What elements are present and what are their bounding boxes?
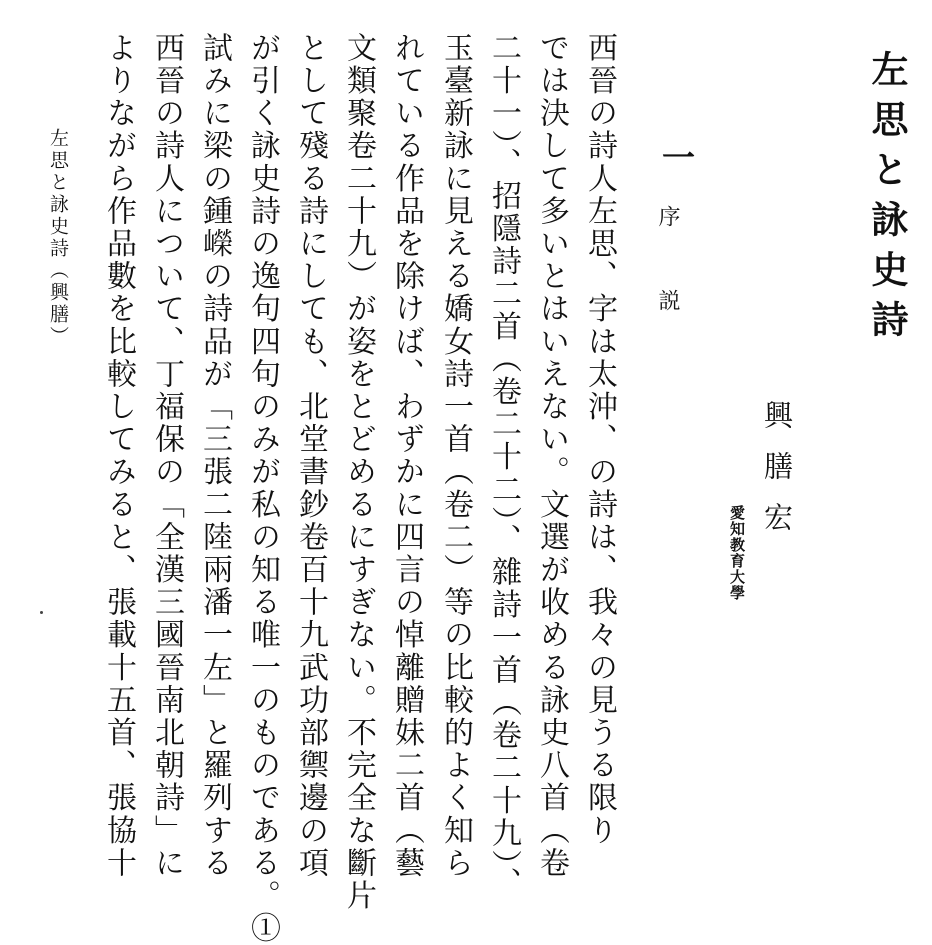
body-line: では決して多いとはいえない。文選が收める詠史八首（卷 <box>534 32 569 880</box>
body-line: よりながら作品數を比較してみると、張載十五首、張協十 <box>101 32 136 880</box>
body-line: 文類聚卷二十九）が姿をとどめるにすぎない。不完全な斷片 <box>341 32 376 913</box>
author-name: 興膳宏 <box>760 400 794 553</box>
section-heading: 序説 <box>655 205 680 373</box>
author-affiliation: 愛知教育大學 <box>728 505 746 601</box>
article-title: 左思と詠史詩 <box>865 50 909 350</box>
body-line: 二十一）、招隱詩二首（卷二十二）、雜詩一首（卷二十九）、 <box>486 32 521 900</box>
body-line: として殘る詩にしても、北堂書鈔卷百十九武功部禦邊の項 <box>293 32 328 880</box>
body-line: 西晉の詩人左思、字は太沖、の詩は、我々の見うる限り <box>582 32 617 847</box>
body-line: 西晉の詩人について、丁福保の「全漢三國晉南北朝詩」に <box>149 32 184 880</box>
body-line: 試みに梁の鍾嶸の詩品が「三張二陸兩潘一左」と羅列する <box>197 32 232 880</box>
body-line: が引く詠史詩の逸句四句のみが私の知る唯一のものである。① <box>245 32 280 945</box>
body-line: れている作品を除けば、わずかに四言の悼離贈妹二首（藝 <box>389 32 424 880</box>
running-head: 左思と詠史詩（興膳） <box>47 128 69 348</box>
section-number: 一 <box>657 140 696 173</box>
body-line: 玉臺新詠に見える嬌女詩一首（卷二）等の比較的よく知ら <box>438 32 473 880</box>
page-speck <box>40 611 43 614</box>
